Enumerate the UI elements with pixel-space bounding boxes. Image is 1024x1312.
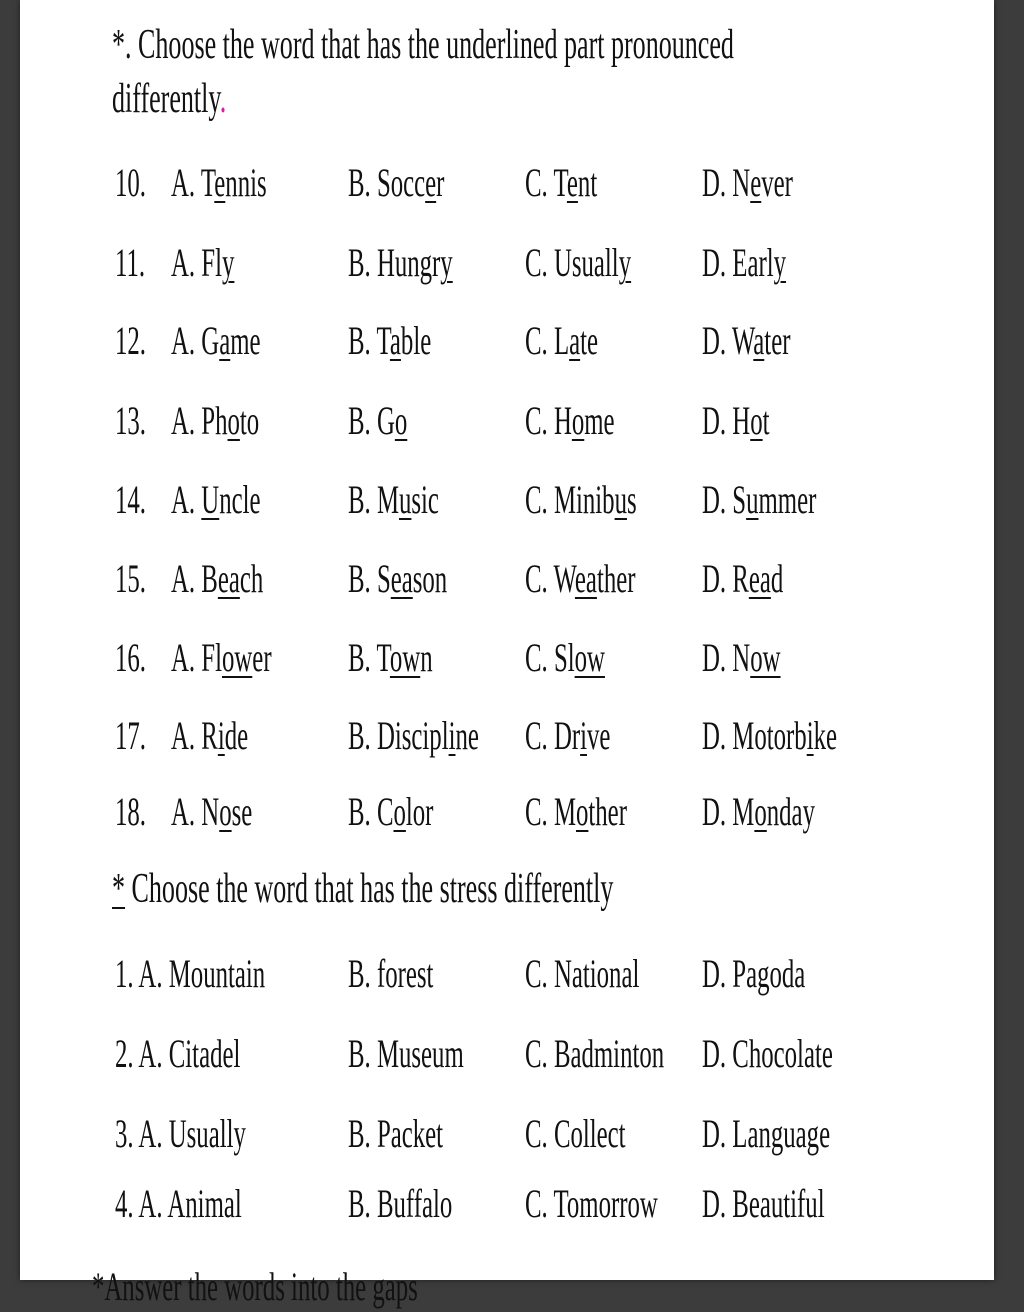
option-b: B. Soccer	[348, 160, 445, 205]
option-a: A. Beach	[171, 556, 264, 601]
option-d: D. Pagoda	[702, 951, 806, 996]
option-a: 3. A. Usually	[115, 1111, 246, 1156]
question-row	[20, 630, 994, 690]
question-number: 18.	[115, 789, 146, 834]
question-row	[20, 708, 994, 768]
question-row	[20, 393, 994, 453]
option-c: C. Late	[525, 318, 599, 363]
stress-question-row	[20, 1106, 994, 1166]
option-a: 1. A. Mountain	[115, 951, 266, 996]
option-d: D. Never	[702, 160, 793, 205]
option-c: C. Drive	[525, 713, 611, 758]
option-b: B. Buffalo	[348, 1181, 453, 1226]
option-a: A. Flower	[171, 635, 272, 680]
stress-question-row	[20, 946, 994, 1006]
option-c: C. Badminton	[525, 1031, 665, 1076]
question-number: 15.	[115, 556, 146, 601]
option-c: C. Weather	[525, 556, 636, 601]
option-b: B. forest	[348, 951, 434, 996]
option-d: D. Language	[702, 1111, 831, 1156]
option-c: C. Home	[525, 398, 615, 443]
option-c: C. Tomorrow	[525, 1181, 658, 1226]
question-number: 10.	[115, 160, 146, 205]
worksheet-page	[20, 0, 994, 1309]
option-d: D. Chocolate	[702, 1031, 833, 1076]
next-section-heading-partial: *Answer the words into the gaps	[92, 1264, 418, 1309]
option-a: A. Game	[171, 318, 261, 363]
option-b: B. Go	[348, 398, 408, 443]
option-b: B. Discipline	[348, 713, 479, 758]
question-number: 17.	[115, 713, 146, 758]
option-a: A. Nose	[171, 789, 253, 834]
question-number: 16.	[115, 635, 146, 680]
option-d: D. Water	[702, 318, 791, 363]
option-d: D. Beautiful	[702, 1181, 825, 1226]
option-d: D. Summer	[702, 477, 817, 522]
question-row	[20, 472, 994, 532]
option-c: C. Slow	[525, 635, 605, 680]
option-b: B. Table	[348, 318, 432, 363]
question-row	[20, 551, 994, 611]
option-d: D. Read	[702, 556, 784, 601]
option-a: A. Ride	[171, 713, 249, 758]
question-row	[20, 235, 994, 295]
question-row	[20, 313, 994, 373]
question-number: 13.	[115, 398, 146, 443]
option-a: A. Tennis	[171, 160, 267, 205]
option-b: B. Packet	[348, 1111, 444, 1156]
option-b: B. Museum	[348, 1031, 464, 1076]
option-c: C. Collect	[525, 1111, 626, 1156]
option-d: D. Motorbike	[702, 713, 838, 758]
option-c: C. Mother	[525, 789, 627, 834]
option-c: C. Tent	[525, 160, 598, 205]
option-c: C. National	[525, 951, 640, 996]
stress-question-row	[20, 1176, 994, 1236]
question-row	[20, 784, 994, 844]
option-b: B. Color	[348, 789, 434, 834]
option-d: D. Hot	[702, 398, 770, 443]
option-b: B. Music	[348, 477, 439, 522]
option-a: 4. A. Animal	[115, 1181, 242, 1226]
section2-heading: * Choose the word that has the stress differently	[112, 866, 614, 912]
question-number: 12.	[115, 318, 146, 363]
option-d: D. Now	[702, 635, 781, 680]
option-a: A. Photo	[171, 398, 260, 443]
option-d: D. Early	[702, 240, 787, 285]
option-a: A. Uncle	[171, 477, 261, 522]
option-a: 2. A. Citadel	[115, 1031, 241, 1076]
option-c: C. Usually	[525, 240, 632, 285]
question-number: 14.	[115, 477, 146, 522]
stress-question-row	[20, 1026, 994, 1086]
question-number: 11.	[115, 240, 146, 285]
question-row	[20, 155, 994, 215]
section1-heading-line2: differently.	[112, 76, 227, 122]
section1-heading-line1: *. Choose the word that has the underlined part pronounced	[112, 22, 734, 68]
option-c: C. Minibus	[525, 477, 637, 522]
option-d: D. Monday	[702, 789, 815, 834]
option-b: B. Season	[348, 556, 448, 601]
option-b: B. Hungry	[348, 240, 453, 285]
option-a: A. Fly	[171, 240, 235, 285]
option-b: B. Town	[348, 635, 433, 680]
